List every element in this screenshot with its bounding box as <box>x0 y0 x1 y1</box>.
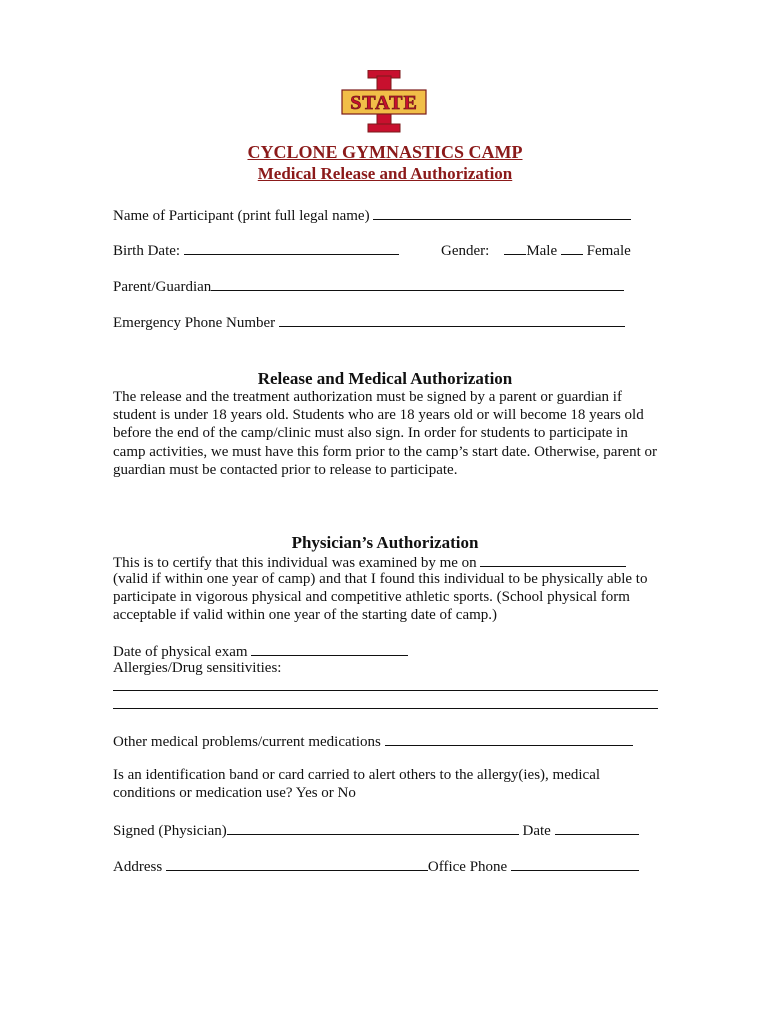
office-phone-label: Office Phone <box>427 859 508 875</box>
signed-date-field[interactable] <box>555 820 639 835</box>
gender-female-field[interactable] <box>561 240 583 255</box>
certify-row <box>113 552 626 572</box>
signed-row <box>113 820 639 840</box>
physical-exam-date-field[interactable] <box>251 641 408 656</box>
iowa-state-logo <box>340 70 428 134</box>
other-medical-field[interactable] <box>385 731 633 746</box>
gender-male-field[interactable] <box>504 240 526 255</box>
emergency-phone-row <box>113 312 625 332</box>
exam-date-field[interactable] <box>480 552 626 567</box>
address-field[interactable] <box>166 856 428 871</box>
release-heading: Release and Medical Authorization <box>257 369 513 388</box>
logo-text: STATE <box>350 92 418 114</box>
gender-female-label: Female <box>586 243 631 259</box>
birth-date-row <box>113 240 399 260</box>
other-medical-label: Other medical problems/current medications <box>113 734 381 750</box>
allergies-line-2[interactable] <box>113 708 658 709</box>
signed-date-label: Date <box>522 823 551 839</box>
birth-date-label: Birth Date: <box>113 243 181 259</box>
id-question: Is an identification band or card carried to alert others to the allergy(ies), medical conditions or medication use? Yes or No <box>113 767 601 802</box>
birth-date-field[interactable] <box>184 240 399 255</box>
address-label: Address <box>113 859 163 875</box>
emergency-phone-label: Emergency Phone Number <box>113 315 276 331</box>
participant-name-label: Name of Participant (print full legal name) <box>113 208 370 224</box>
parent-guardian-field[interactable] <box>211 276 624 291</box>
emergency-phone-field[interactable] <box>279 312 625 327</box>
physician-heading: Physician’s Authorization <box>291 533 479 552</box>
parent-guardian-row <box>113 276 624 296</box>
exam-date-row <box>113 641 408 661</box>
page-subtitle: Medical Release and Authorization <box>257 164 513 183</box>
office-phone-field[interactable] <box>511 856 639 871</box>
address-row <box>113 856 639 876</box>
gender-male-label: Male <box>526 243 558 259</box>
signed-label: Signed (Physician) <box>113 823 227 839</box>
allergies-label: Allergies/Drug sensitivities: <box>113 660 282 676</box>
signed-field[interactable] <box>227 820 519 835</box>
participant-name-row <box>113 205 631 225</box>
page-title: CYCLONE GYMNASTICS CAMP <box>247 142 523 162</box>
release-body: The release and the treatment authorization must be signed by a parent or guardian if student is under 18 years old. Students who are 18 years old or will become 18 years old before the end of the camp/clinic must also sign. In order for students to participate in camp activities, we must have this form prior to the camp’s start date. Otherwise, parent or guardian must be contacted prior to release to participate. <box>113 389 658 478</box>
allergies-line-1[interactable] <box>113 690 658 691</box>
exam-date-label: Date of physical exam <box>113 644 248 660</box>
other-medical-row <box>113 731 633 751</box>
gender-label: Gender: <box>441 243 490 259</box>
certify-text: This is to certify that this individual was examined by me on <box>113 555 477 571</box>
parent-guardian-label: Parent/Guardian <box>113 279 212 295</box>
gender-row <box>441 240 631 260</box>
participant-name-field[interactable] <box>373 205 631 220</box>
certify-rest: (valid if within one year of camp) and that I found this individual to be physically able to participate in vigorous physical and competitive athletic sports. (School physical form acceptable if valid within one year of the starting date of camp.) <box>113 571 648 624</box>
